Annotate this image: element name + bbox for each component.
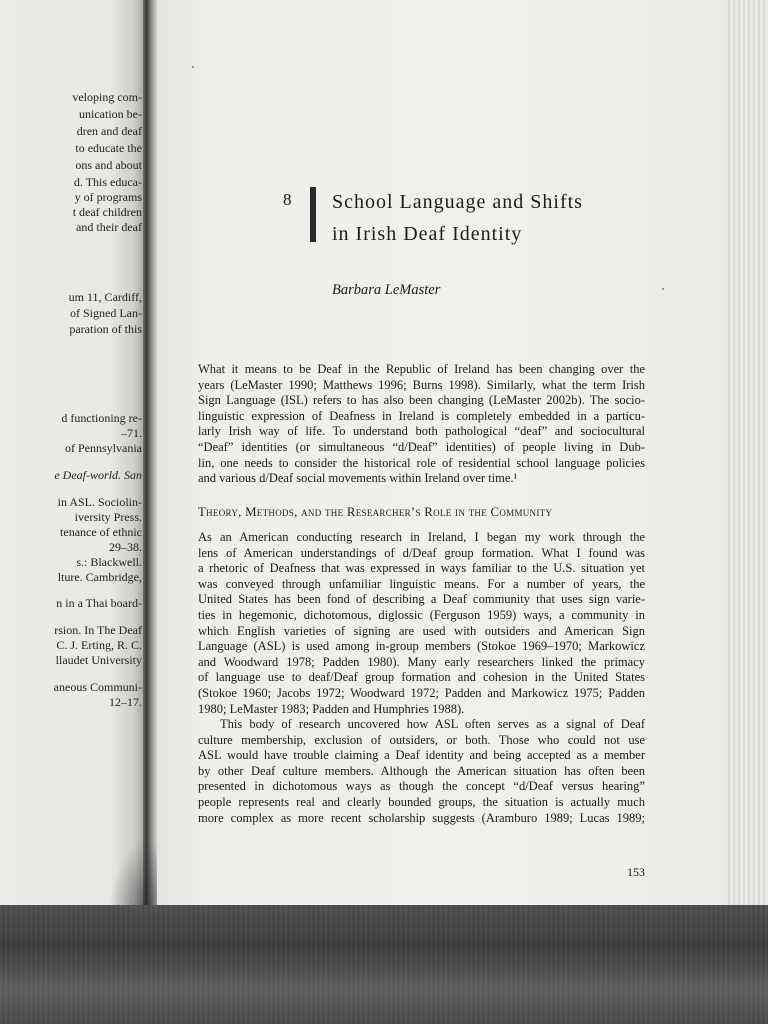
facing-page-line: rsion. In The Deaf [54, 623, 142, 637]
facing-page-line: t deaf children [72, 205, 142, 219]
chapter-title [332, 186, 583, 250]
paragraph-2-line: presented in dichotomous ways as though the concept “d/Deaf versus hearing” [198, 779, 645, 794]
facing-page-line: to educate the [75, 141, 142, 155]
paragraph-1-line: (Stokoe 1960; Jacobs 1972; Woodward 1972; Padden and Markowicz 1975; Padden [198, 686, 645, 700]
facing-page-line: of Pennsylvania [65, 441, 142, 455]
paragraph-1-line: ties in hegemonic, dichotomous, diglossic (Ferguson 1959) ways, a community in [198, 608, 645, 622]
paragraph-1-line: a rhetoric of Deafness that was expressed in ways familiar to the U.S. situation yet [198, 561, 645, 576]
paragraph-1-line: United States has been fond of describing a Deaf community that uses sign varie- [198, 592, 645, 607]
intro-paragraph-line: lin, one needs to consider the historical role of residential school language policies [198, 455, 645, 470]
intro-paragraph-line: “Deaf” identities (or simultaneous “d/Deaf” identities) of people living in Dub- [198, 440, 645, 454]
facing-page-line: and their deaf [76, 220, 142, 234]
facing-page-line: um 11, Cardiff, [68, 290, 142, 304]
paragraph-2-line: more complex as more recent scholarship suggests (Aramburo 1989; Lucas 1989; [198, 810, 645, 825]
intro-paragraph-line: Sign Language (ISL) refers to has also been changing (LeMaster 2002b). The socio- [198, 393, 645, 408]
intro-paragraph-line: linguistic expression of Deafness in Ireland is completely embedded in a particu- [198, 408, 645, 423]
paragraph-2-line: ASL would have trouble claiming a Deaf identity and being accepted as a member [198, 748, 645, 763]
paragraph-1-line: Language (ASL) is used among in-group members (Stokoe 1969–1970; Markowicz [198, 639, 645, 654]
facing-page-line: tenance of ethnic [60, 525, 142, 539]
chapter-rule-bar [310, 187, 316, 242]
paragraph-1-line: 1980; LeMaster 1983; Padden and Humphries 1988). [198, 701, 465, 716]
facing-page-line: unication be- [79, 107, 142, 121]
facing-page-line: paration of this [69, 322, 142, 336]
paragraph-2-line: culture membership, exclusion of outsiders, or both. Those who could not use [198, 732, 645, 747]
facing-page-line: –71. [121, 426, 142, 440]
book-gutter [143, 0, 157, 905]
scan-speck [662, 288, 664, 290]
scan-speck [192, 66, 194, 68]
chapter-title-line-1: School Language and Shifts [332, 191, 583, 213]
paragraph-1-line: of language use to deaf/Deaf group formation and cohesion in the United States [198, 670, 645, 685]
facing-page-line: iversity Press. [74, 510, 142, 524]
facing-page-line: llaudet University [55, 653, 142, 667]
paragraph-1-line: lens of American understandings of d/Deaf group formation. What I found was [198, 545, 645, 560]
paragraph-2-line: people represents real and clearly bounded groups, the situation is actually much [198, 795, 645, 809]
intro-paragraph-line: larly Irish way of life. To understand both pathological “deaf” and sociocultural [198, 424, 645, 439]
facing-page-line: aneous Communi- [53, 680, 142, 694]
paragraph-2-line: This body of research uncovered how ASL often serves as a signal of Deaf [220, 717, 645, 731]
facing-page-line: ons and about [75, 158, 142, 172]
paragraph-1-line: As an American conducting research in Ireland, I began my work through the [198, 530, 645, 544]
facing-page-line: d functioning re- [61, 411, 142, 425]
chapter-number: 8 [283, 190, 292, 209]
facing-page-line: y of programs [74, 190, 142, 204]
facing-page [0, 0, 146, 905]
facing-page-line: 29–38. [109, 540, 142, 554]
paragraph-1-line: and Woodward 1978; Padden 1980). Many early researchers linked the primacy [198, 654, 645, 669]
scan-background [0, 905, 768, 1024]
chapter-title-line-2: in Irish Deaf Identity [332, 223, 523, 245]
facing-page-line: d. This educa- [73, 175, 142, 189]
section-heading: Theory, Methods, and the Researcher’s Role in the Community [198, 505, 553, 519]
facing-page-line: lture. Cambridge, [57, 570, 142, 584]
intro-paragraph-line: What it means to be Deaf in the Republic of Ireland has been changing over the [198, 362, 645, 376]
page-edges [725, 0, 768, 905]
paragraph-2-line: by other Deaf culture members. Although the American situation has often been [198, 763, 645, 778]
facing-page-line: n in a Thai board- [56, 596, 142, 610]
facing-page-line: C. J. Erting, R. C. [56, 638, 142, 652]
facing-page-line: in ASL. Sociolin- [57, 495, 142, 509]
facing-page-line: of Signed Lan- [70, 306, 142, 320]
paragraph-1-line: which English varieties of signing are used with outsiders and American Sign [198, 623, 645, 638]
intro-paragraph-line: years (LeMaster 1990; Matthews 1996; Burns 1998). Similarly, what the term Irish [198, 377, 645, 392]
paragraph-1-line: was conveyed through unfamiliar linguistic means. For a number of years, the [198, 576, 645, 591]
facing-page-line: dren and deaf [76, 124, 142, 138]
facing-page-line: veloping com- [72, 90, 142, 104]
facing-page-line: s.: Blackwell. [76, 555, 142, 569]
chapter-author: Barbara LeMaster [332, 282, 441, 298]
page-number: 153 [627, 865, 645, 879]
facing-page-line: 12–17. [109, 695, 142, 709]
intro-paragraph-line: and various d/Deaf social movements within Ireland over time.¹ [198, 471, 518, 486]
facing-page-line: e Deaf-world. San [54, 468, 142, 482]
